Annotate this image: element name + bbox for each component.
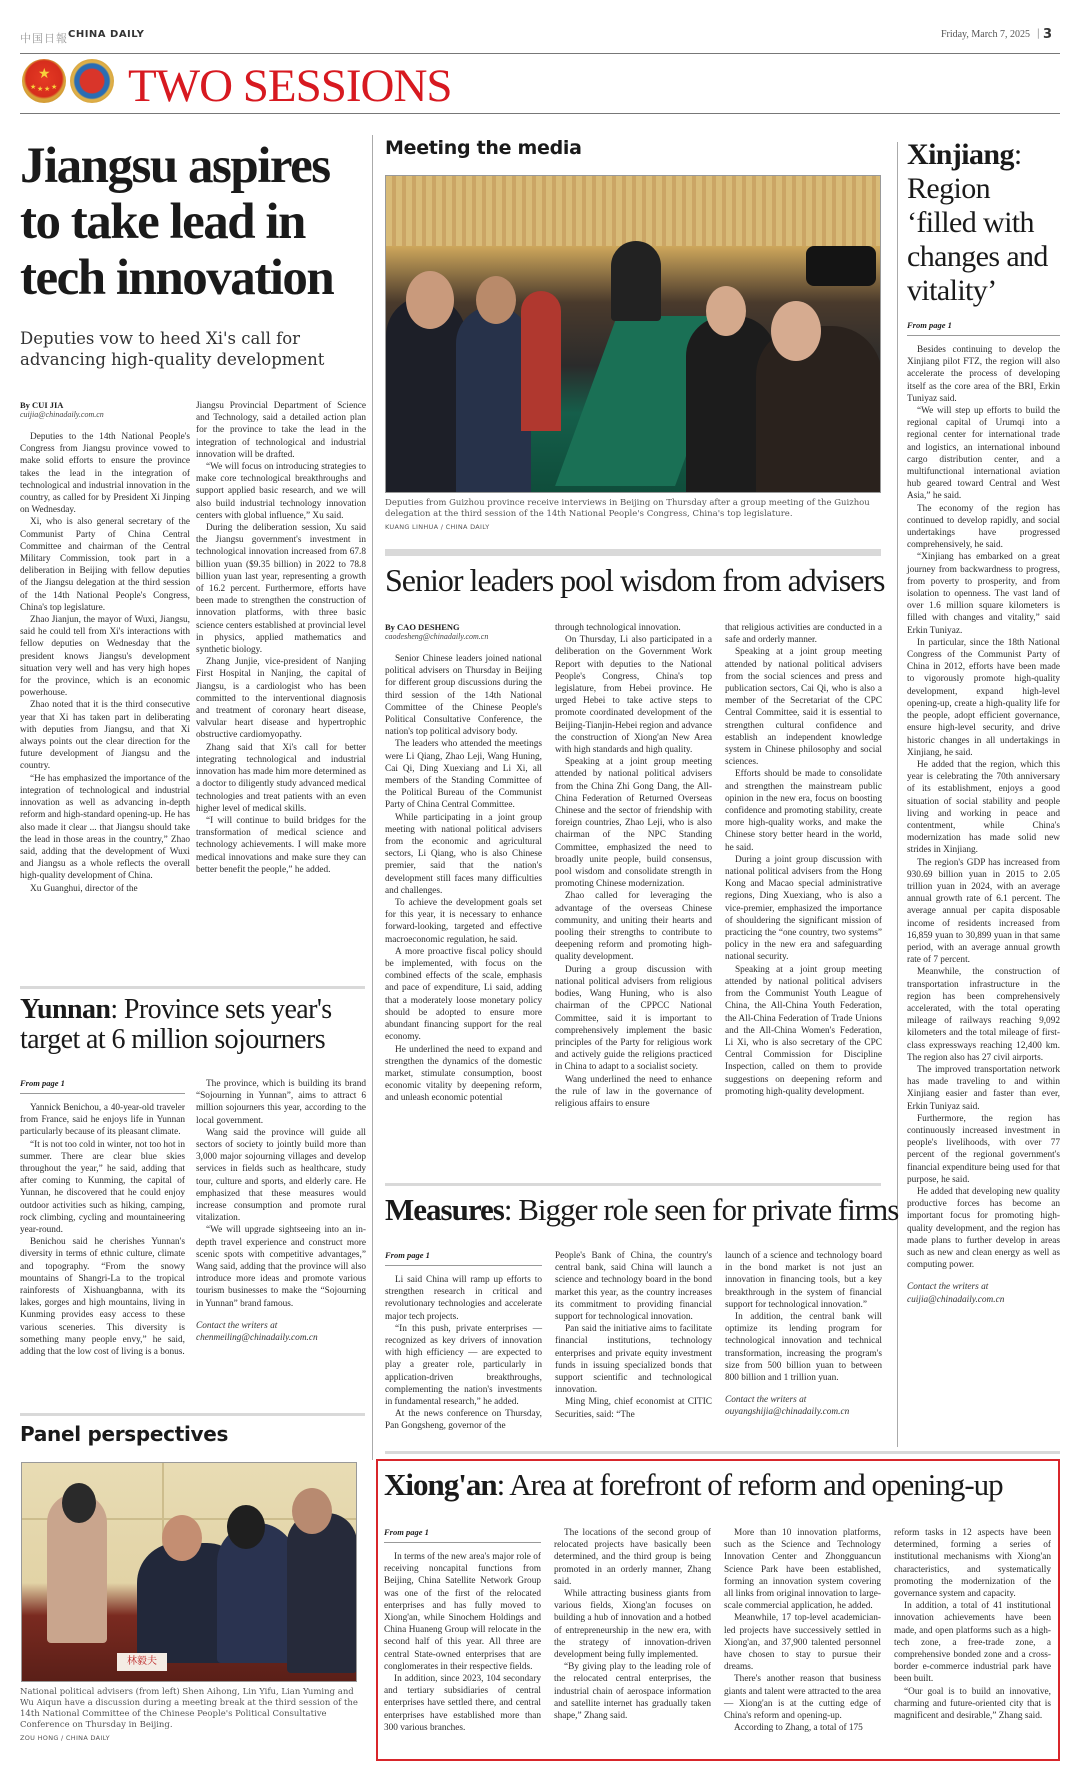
article-body — [724, 1527, 881, 1734]
senior-col-2 — [555, 622, 712, 1110]
paragraph: Zhao noted that it is the third consecutive year that Xi has taken part in deliberating with deputies from Jiangsu, and that Xi always points out the clear direction for the future development of Jiangsu and the country. — [20, 700, 190, 772]
byline: By CAO DESHENG — [385, 622, 460, 632]
article-body — [384, 1551, 541, 1734]
headline-keyword: Yunnan — [20, 994, 111, 1025]
measures-col-1 — [385, 1250, 542, 1433]
masthead-divider-top — [20, 53, 1060, 54]
paragraph: Senior Chinese leaders joined national political advisers on Thursday in Beijing for different group discussions during the third session of the 14th National Committee of the Chinese People's Political Consultative Conference, the nation's top political advisory body. — [385, 654, 542, 738]
contact-label: Contact the writers at — [725, 1395, 807, 1406]
person-figure — [611, 241, 661, 321]
article-body — [555, 622, 712, 1110]
paragraph: “We will upgrade sightseeing into an in-depth travel experience and construct more scenic spots with competitive advantages,” Wang said, adding that the province will also introduce more ideas and promote various tourism businesses to make the “Sojourning in Yunnan” brand famous. — [196, 1225, 366, 1309]
paragraph: People's Bank of China, the country's central bank, said China will launch a science and technology board in the bond market this year, as the country increases its commitment to providing financial support for technological innovation. — [555, 1251, 712, 1323]
jiangsu-article — [20, 138, 365, 370]
headline-text: : Region ‘filled with changes and vitality’ — [907, 138, 1048, 307]
yunnan-col-1 — [20, 1078, 185, 1358]
china-daily-logo: CHINA DAILY — [68, 29, 145, 40]
paragraph: There's another reason that business giants and talent were attracted to the area — Xiong'an is at the cutting edge of China's reform and opening-up. — [724, 1674, 881, 1722]
paragraph: launch of a science and technology board in the bond market is not just an innovation in financing tools, but a key breakthrough in the system of financial support for technological innovation.” — [725, 1251, 882, 1310]
senior-col-3 — [725, 622, 882, 1098]
national-emblem-icon: ★ ★ ★ ★ ★ — [22, 59, 66, 103]
paragraph: Wang underlined the need to enhance the rule of law in the governance of religious affairs to ensure — [555, 1074, 712, 1109]
jiangsu-headline — [20, 138, 365, 306]
paragraph: The leaders who attended the meetings were Li Qiang, Zhao Leji, Wang Huning, Cai Qi, Ding Xuexiang and Li Xi, all members of the Standing Committee of the Political Bureau of the Communist Party of China Central Committee. — [385, 739, 542, 811]
date-separator: | — [1036, 28, 1040, 39]
article-body — [385, 1274, 542, 1433]
contact-email[interactable]: ouyangshijia@chinadaily.com.cn — [725, 1407, 850, 1418]
paragraph: While attracting business giants from various fields, Xiong'an focuses on building a hub of innovation and a hotbed of entrepreneurship in the new era, with the strategy of innovation-driven development being fully implemented. — [554, 1589, 711, 1661]
cppcc-emblem-icon — [70, 59, 114, 103]
from-page-label: From page 1 — [20, 1078, 65, 1088]
issue-date: Friday, March 7, 2025 — [940, 29, 1030, 40]
paragraph: Xu Guanghui, director of the — [30, 883, 138, 894]
paragraph: Zhang Junjie, vice-president of Nanjing First Hospital in Nanjing, the capital of Jiangsu, is a cardiologist who has been committed to the interventional diagnosis and treatment of coronary heart disease, valvular heart disease and hypertrophic obstructive cardiomyopathy. — [196, 657, 366, 741]
photo-credit: ZOU HONG / CHINA DAILY — [20, 1734, 110, 1742]
paragraph: On Thursday, Li also participated in a deliberation on the Government Work Report with deputies to the National People's Congress, China's top legislature, from Hebei province. He urged Hebei to take active steps to promote coordinated development of the Beijing-Tianjin-Hebei region and advance the construction of Xiong'an New Area with high standards and high quality. — [555, 635, 712, 756]
person-figure — [521, 291, 561, 431]
china-daily-logo-cn: 中国日報 — [20, 32, 68, 45]
paragraph: Wang said the province will guide all sectors of society to jointly build more than 3,000 major sojourning villages and develop services in fields such as healthcare, study tour, culture and sports, and elderly care. He emphasized that these measures would increase consumption and promote rural vitalization. — [196, 1127, 366, 1224]
person-figure — [227, 1505, 265, 1549]
from-page-label: From page 1 — [384, 1527, 429, 1537]
paragraph: “It is not too cold in winter, not too hot in summer. There are clear blue skies throughout the year,” he said, adding that after coming to Kunming, the capital of Yunnan, he discovered that he could enjoy outdoor activities such as hiking, camping, rock climbing, cycling and mountaineering year-round. — [20, 1139, 185, 1236]
media-kicker: Meeting the media — [385, 137, 582, 159]
paragraph: Speaking at a joint group meeting attended by national political advisers from the social sciences and press and publication sectors, Cai Qi, who is also a member of the Secretariat of the CPC Central Committee, said it is essential to strengthen cultural confidence and establish an independent knowledge system in Chinese philosophy and social sciences. — [725, 647, 882, 768]
paragraph: Deputies to the 14th National People's Congress from Jiangsu province vowed to make solid efforts to ensure the province takes the lead in the integration of technological and industrial innovation in the country, as called for by President Xi Jinping on Wednesday. — [20, 432, 190, 516]
paragraph: Efforts should be made to consolidate and strengthen the mainstream public opinion in the new era, focus on boosting confidence and promoting stability, create more high-quality works, and make the Chinese story better heard in the world, he said. — [725, 769, 882, 853]
person-figure — [756, 326, 881, 493]
panel-kicker: Panel perspectives — [20, 1422, 229, 1446]
paragraph: reform tasks in 12 aspects have been determined, forming a series of institutional mechanisms with Xiong'an characteristics, and systematically promoting the modernization of the governance system and capacity. — [894, 1528, 1051, 1600]
section-divider — [385, 1183, 881, 1186]
divider — [384, 1542, 541, 1543]
camera — [806, 246, 876, 286]
from-page-label: From page 1 — [907, 320, 952, 330]
article-body — [554, 1527, 711, 1722]
measures-col-2 — [555, 1250, 712, 1421]
person-figure — [406, 271, 454, 329]
section-divider — [385, 1451, 1060, 1454]
paragraph: “Our goal is to build an innovative, charming and future-oriented city that is magnificent and desirable,” Zhang said. — [894, 1686, 1051, 1722]
headline-line: Jiangsu aspires — [20, 138, 330, 194]
paragraph: At the news conference on Thursday, Pan Gongsheng, governor of the — [385, 1409, 542, 1432]
article-body — [196, 400, 366, 876]
paragraph: To achieve the development goals set for this year, it is necessary to enhance forward-looking, targeted and effective macroeconomic regulation, he said. — [385, 898, 542, 945]
panel-caption: National political advisers (from left) Shen Aihong, Lin Yifu, Lian Yuming and Wu Aiqun have a discussion during a meeting break at the third session of the 14th National Committee of the Chinese People's Political Consultative Conference on Thursday in Beijing. — [20, 1687, 358, 1730]
paragraph: Zhao Jianjun, the mayor of Wuxi, Jiangsu, said he could tell from Xi's interactions with fellow deputies on Wednesday that the president knows Jiangsu's development situation very well and has very high hopes for the province, which is an economic powerhouse. — [20, 615, 190, 699]
masthead-top-bar — [20, 26, 1060, 52]
article-body — [725, 622, 882, 1098]
column-rule-left — [372, 135, 373, 1460]
from-page-label: From page 1 — [385, 1250, 430, 1260]
paragraph: Zhao called for leveraging the advantage of the overseas Chinese community, and uniting their hearts and pooling their strengths to contribute to deepening reform and promoting high-quality development. — [555, 891, 712, 963]
headline-line: to take lead in — [20, 194, 305, 250]
jiangsu-col-2 — [196, 400, 366, 876]
article-body — [894, 1527, 1051, 1722]
contact-label: Contact the writers at — [196, 1320, 278, 1331]
contact-email[interactable]: chenmeiling@chinadaily.com.cn — [196, 1333, 318, 1344]
senior-headline: Senior leaders pool wisdom from advisers — [385, 562, 885, 598]
measures-headline — [385, 1190, 898, 1230]
media-photo[interactable] — [385, 175, 881, 493]
paragraph: The economy of the region has continued to develop rapidly, and social undertakings have progressed comprehensively, he said. — [907, 503, 1060, 551]
paragraph: The improved transportation network has made traveling to and within Xinjiang easier and faster than ever, Erkin Tuniyaz said. — [907, 1064, 1060, 1112]
xiongan-col-2 — [554, 1527, 711, 1722]
paragraph: Zhang said that Xi's call for better integrating technological and industrial innovation has made him more determined as a doctor to diligently study advanced medical technologies and treat patients with an even higher level of medical skills. — [196, 742, 366, 814]
nameplate: 林毅夫 — [117, 1653, 167, 1671]
headline-text: : Province sets year's target at 6 million sojourners — [20, 994, 332, 1055]
paragraph: In addition, since 2023, 104 secondary and tertiary subsidiaries of central enterprises have settled there, and central enterprises have established more than 300 various branches. — [384, 1674, 541, 1733]
article-body — [20, 431, 190, 895]
senior-col-1 — [385, 622, 542, 1105]
paragraph: Furthermore, the region has continuously increased investment in people's livelihoods, with over 77 percent of the regional government's financial expenditure being used for that purpose, he said. — [907, 1113, 1060, 1185]
xinjiang-article — [907, 138, 1060, 1306]
article-body — [907, 344, 1060, 1271]
person-figure — [456, 306, 531, 493]
section-divider — [385, 549, 881, 556]
section-divider — [20, 1413, 365, 1416]
contact-label: Contact the writers at — [907, 1282, 989, 1293]
paragraph: Jiangsu Provincial Department of Science and Technology, said a detailed action plan for the province to take the lead in the integration of technological and industrial innovation will be drafted. — [196, 401, 366, 460]
paragraph: Pan said the initiative aims to facilitate financial institutions, technology enterprises and private equity investment funds in issuing specialized bonds that support scientific and technological innovation. — [555, 1324, 712, 1396]
paragraph: In addition, the central bank will optimize its lending program for technological innovation and technical transformation, increasing the program's size from 500 billion yuan to between 800 billion and 1 trillion yuan. — [725, 1312, 882, 1384]
paragraph: “He has emphasized the importance of the integration of technological and industrial innovation as well as advancing in-depth reform and high-standard opening-up. He has also made it clear ... that Jiangsu should take the lead in those areas in the country,” Zhao said, adding that the development of Wuxi and Jiangsu as a whole reflects the overall high-quality development of China. — [20, 773, 190, 882]
paragraph: Speaking at a joint group meeting attended by national political advisers from the China Zhi Gong Dang, the All-China Federation of Returned Overseas Chinese and the sector of friendship with foreign countries, Zhao Leji, who is also chairman of the NPC Standing Committee, emphasized the need to broadly unite people, build consensus, pool wisdom and consolidate strength in promoting Chinese modernization. — [555, 757, 712, 890]
divider — [20, 1093, 185, 1094]
person-figure — [62, 1483, 96, 1523]
paragraph: A more proactive fiscal policy should be implemented, with focus on the combined effects of the scale, emphasis and pace of expenditure, Li said, adding that a moderately loose monetary policy should be adopted to ensure more abundant financing support for the real economy. — [385, 946, 542, 1043]
headline-keyword: Xinjiang — [907, 138, 1014, 171]
contact-email[interactable]: cuijia@chinadaily.com.cn — [907, 1294, 1005, 1305]
jiangsu-deck: Deputies vow to heed Xi's call for advancing high-quality development — [20, 329, 325, 369]
xiongan-col-1 — [384, 1527, 541, 1734]
xiongan-headline — [384, 1465, 1003, 1505]
article-body — [385, 653, 542, 1105]
paragraph: that religious activities are conducted in a safe and orderly manner. — [725, 623, 882, 646]
byline: By CUI JIA — [20, 400, 64, 410]
curtain-backdrop — [386, 176, 881, 246]
paragraph: Speaking at a joint group meeting attended by national political advisers from the Communist Youth League of China, the All-China Youth Federation, the All-China Federation of Trade Unions and the All-China Women's Federation, Li Xi, who is also secretary of the CPC Central Commission for Discipline Inspection, called on them to provide suggestions on deepening reform and promoting high-quality development. — [725, 964, 882, 1097]
paragraph: The province, which is building its brand “Sojourning in Yunnan”, aims to attract 6 million sojourners this year, according to the local government. — [196, 1079, 366, 1126]
yunnan-headline — [20, 995, 370, 1055]
person-figure — [162, 1515, 202, 1561]
paragraph: Meanwhile, the construction of transportation infrastructure in the region has been comprehensively accelerated, with the total operating mileage of railways reaching 9,092 kilometers and the total mileage of first-class expressways reaching 12,400 km. The region also has 27 civil airports. — [907, 967, 1060, 1063]
headline-text: : Area at forefront of reform and opening-up — [496, 1467, 1003, 1502]
paragraph: “Xinjiang has embarked on a great journey from backwardness to progress, from poverty to prosperity, and from isolation to openness. The vast land of over 1.6 million square kilometers is filled with changes and vitality,” said Erkin Tuniyaz. — [907, 552, 1060, 636]
article-body — [196, 1078, 366, 1310]
person-figure — [292, 1488, 332, 1534]
paragraph: During a joint group discussion with national political advisers from the Hong Kong and Macao special administrative regions, Ding Xuexiang, who is also a vice-premier, emphasized the importance of shouldering the significant mission of practicing the “one country, two systems” policy in the new era and safeguarding national security. — [725, 854, 882, 963]
media-caption: Deputies from Guizhou province receive interviews in Beijing on Thursday after a group meeting of the Guizhou delegation at the third session of the 14th National People's Congress, China's top legislature. — [385, 498, 870, 519]
author-email[interactable]: caodesheng@chinadaily.com.cn — [385, 632, 489, 641]
paragraph: He underlined the need to expand and strengthen the dynamics of the domestic market, stimulate consumption, boost economic vitality by deepening reform, and unleash economic potential — [385, 1044, 542, 1104]
paragraph: through technological innovation. — [555, 623, 681, 633]
paragraph: During a group discussion with national political advisers from religious bodies, Wang Huning, who is also chairman of the CPPCC National Committee, said it is important to comprehensively implement the basic principles of the Party for religious work and actively guide the religions practiced in China to adapt to a socialist society. — [555, 964, 712, 1073]
paragraph: Ming Ming, chief economist at CITIC Securities, said: “The — [555, 1397, 712, 1420]
xiongan-col-3 — [724, 1527, 881, 1734]
paragraph: More than 10 innovation platforms, such as the Science and Technology Innovation Center and Zhongguancun Science Park have been established, forming an innovation system covering all links from original innovation to large-scale commercial application, he added. — [724, 1528, 881, 1612]
xiongan-article-box — [376, 1459, 1060, 1761]
paragraph: “We will focus on introducing strategies to make core technological breakthroughs and support applied basic research, and we will also build industrial technology innovation centers with global influence,” Xu said. — [196, 462, 366, 521]
person-figure — [476, 276, 516, 324]
headline-text: : Bigger role seen for private firms — [503, 1192, 899, 1227]
article-body — [725, 1250, 882, 1384]
article-body — [555, 1250, 712, 1421]
measures-col-3 — [725, 1250, 882, 1419]
xiongan-col-4 — [894, 1527, 1051, 1722]
paragraph: While participating in a joint group meeting with national political advisers from the economic and agricultural sectors, Li Qiang, who is also Chinese premier, said that the nation's development still faces many difficulties and challenges. — [385, 812, 542, 896]
headline-keyword: Xiong'an — [384, 1467, 497, 1502]
paragraph: In addition, a total of 41 institutional innovation achievements have been made, and open platforms such as a high-tech zone, a free-trade zone, a comprehensive bonded zone and a cross-border e-commerce industrial park have been built. — [894, 1601, 1051, 1685]
article-body — [20, 1102, 185, 1358]
panel-photo[interactable] — [21, 1462, 357, 1682]
paragraph: “We will step up efforts to build the regional capital of Urumqi into a regional center for international trade and logistics, an international inbound cargo distribution center, and a multifunctional international aviation hub geared toward Central and West Asia,” he said. — [907, 406, 1060, 502]
masthead-divider-bottom — [20, 113, 1060, 114]
paragraph: Benichou said he cherishes Yunnan's diversity in terms of ethnic culture, climate and topography. “From the snowy mountains of Shangri-La to the tropical rainforests of Xishuangbanna, with its lakes, gorges and high mountains, living in Kunming provides easy access to these various sceneries. This diversity is something many people envy,” he said, adding that the low cost of living is a bonus. — [20, 1237, 185, 1358]
divider — [907, 335, 1060, 336]
author-email[interactable]: cuijia@chinadaily.com.cn — [20, 410, 104, 419]
paragraph: Xi, who is also general secretary of the Communist Party of China Central Committee and chairman of the Central Military Commission, took part in a deliberation in Beijing with fellow deputies of the Jiangsu delegation at the third session of the 14th National People's Congress, China's top legislature. — [20, 517, 190, 613]
paragraph: He added that the region, which this year is celebrating the 70th anniversary of its establishment, enjoys a good situation of social stability and people living and working in peace and contentment, while China's modernization has made solid new strides in Xinjiang. — [907, 759, 1060, 856]
paragraph: The region's GDP has increased from 930.69 billion yuan in 2015 to 2.05 trillion yuan in 2024, with an average annual growth rate of 6.1 percent. The average annual per capita disposable income of residents increased from 16,859 yuan to 30,899 yuan in that same period, with an average annual growth rate of 7 percent. — [907, 857, 1060, 966]
paragraph: Besides continuing to develop the Xinjiang pilot FTZ, the region will also accelerate the process of developing itself as the core area of the BRI, Erkin Tuniyaz said. — [907, 345, 1060, 404]
person-figure — [706, 286, 746, 336]
headline-keyword: Measures — [385, 1192, 504, 1227]
paragraph: Yannick Benichou, a 40-year-old traveler from France, said he enjoys life in Yunnan particularly because of its pleasant climate. — [20, 1103, 185, 1138]
paragraph: “By giving play to the leading role of the relocated central enterprises, the industrial chain of aerospace information and satellite internet has gradually taken shape,” Zhang said. — [554, 1662, 711, 1722]
paragraph: In terms of the new area's major role of receiving noncapital functions from Beijing, China Satellite Network Group was one of the first of the relocated enterprises and has fully moved to Xiong'an, while Sinochem Holdings and China Huaneng Group will relocate in the second half of this year. All three are central State-owned enterprises that are conglomerates in their respective fields. — [384, 1552, 541, 1672]
paragraph: During the deliberation session, Xu said the Jiangsu government's investment in technological innovation increased from 67.8 billion yuan ($9.35 billion) in 2022 to 78.8 billion yuan last year, representing a growth of 16.2 percent. Furthermore, efforts have been made to strengthen the construction of innovation platforms, with three basic science centers established at provincial level in physics, applied mathematics and synthetic biology. — [196, 523, 366, 656]
column-rule-right — [897, 142, 898, 1447]
person-figure — [771, 301, 821, 361]
yunnan-col-2 — [196, 1078, 366, 1344]
section-divider — [20, 986, 365, 989]
paragraph: According to Zhang, a total of 175 — [734, 1723, 863, 1734]
divider — [385, 1265, 542, 1266]
paragraph: The locations of the second group of relocated projects have basically been determined, and the third group is being promoted in an orderly manner, Zhang said. — [554, 1528, 711, 1587]
page-number: 3 — [1042, 27, 1052, 42]
headline-line: tech innovation — [20, 250, 334, 306]
paragraph: In particular, since the 18th National Congress of the Communist Party of China in 2012, efforts have been made to vigorously promote high-quality development, expand high-level opening-up, create a high-quality life for the people, adopt efficient governance, ensure high-level security, and drive historic changes in all undertakings in Xinjiang, he said. — [907, 637, 1060, 758]
jiangsu-col-1 — [20, 400, 190, 895]
paragraph: Li said China will ramp up efforts to strengthen research in critical and revolutionary technologies and accelerate major tech projects. — [385, 1275, 542, 1322]
paragraph: “I will continue to build bridges for the transformation of medical science and technology achievements. I will make more medical innovations and make sure they can better benefit the people,” he added. — [196, 815, 366, 875]
paragraph: “In this push, private enterprises — recognized as key drivers of innovation with high efficiency — are expected to play a greater role, particularly in application-driven breakthroughs, complementing the nation's investments in fundamental research,” he added. — [385, 1323, 542, 1408]
paragraph: He added that developing new quality productive forces has become an important focus for promoting high-quality development, and the region has made plans to further develop in areas such as new and clean energy as well as computing power. — [907, 1187, 1060, 1271]
section-title: TWO SESSIONS — [128, 60, 452, 112]
xinjiang-headline — [907, 138, 1060, 308]
photo-credit: KUANG LINHUA / CHINA DAILY — [385, 523, 490, 531]
person-figure — [287, 1513, 357, 1673]
paragraph: Meanwhile, 17 top-level academician-led projects have successively settled in Xiong'an, and 37,900 talented personnel have chosen to stay to pursue their dreams. — [724, 1613, 881, 1673]
